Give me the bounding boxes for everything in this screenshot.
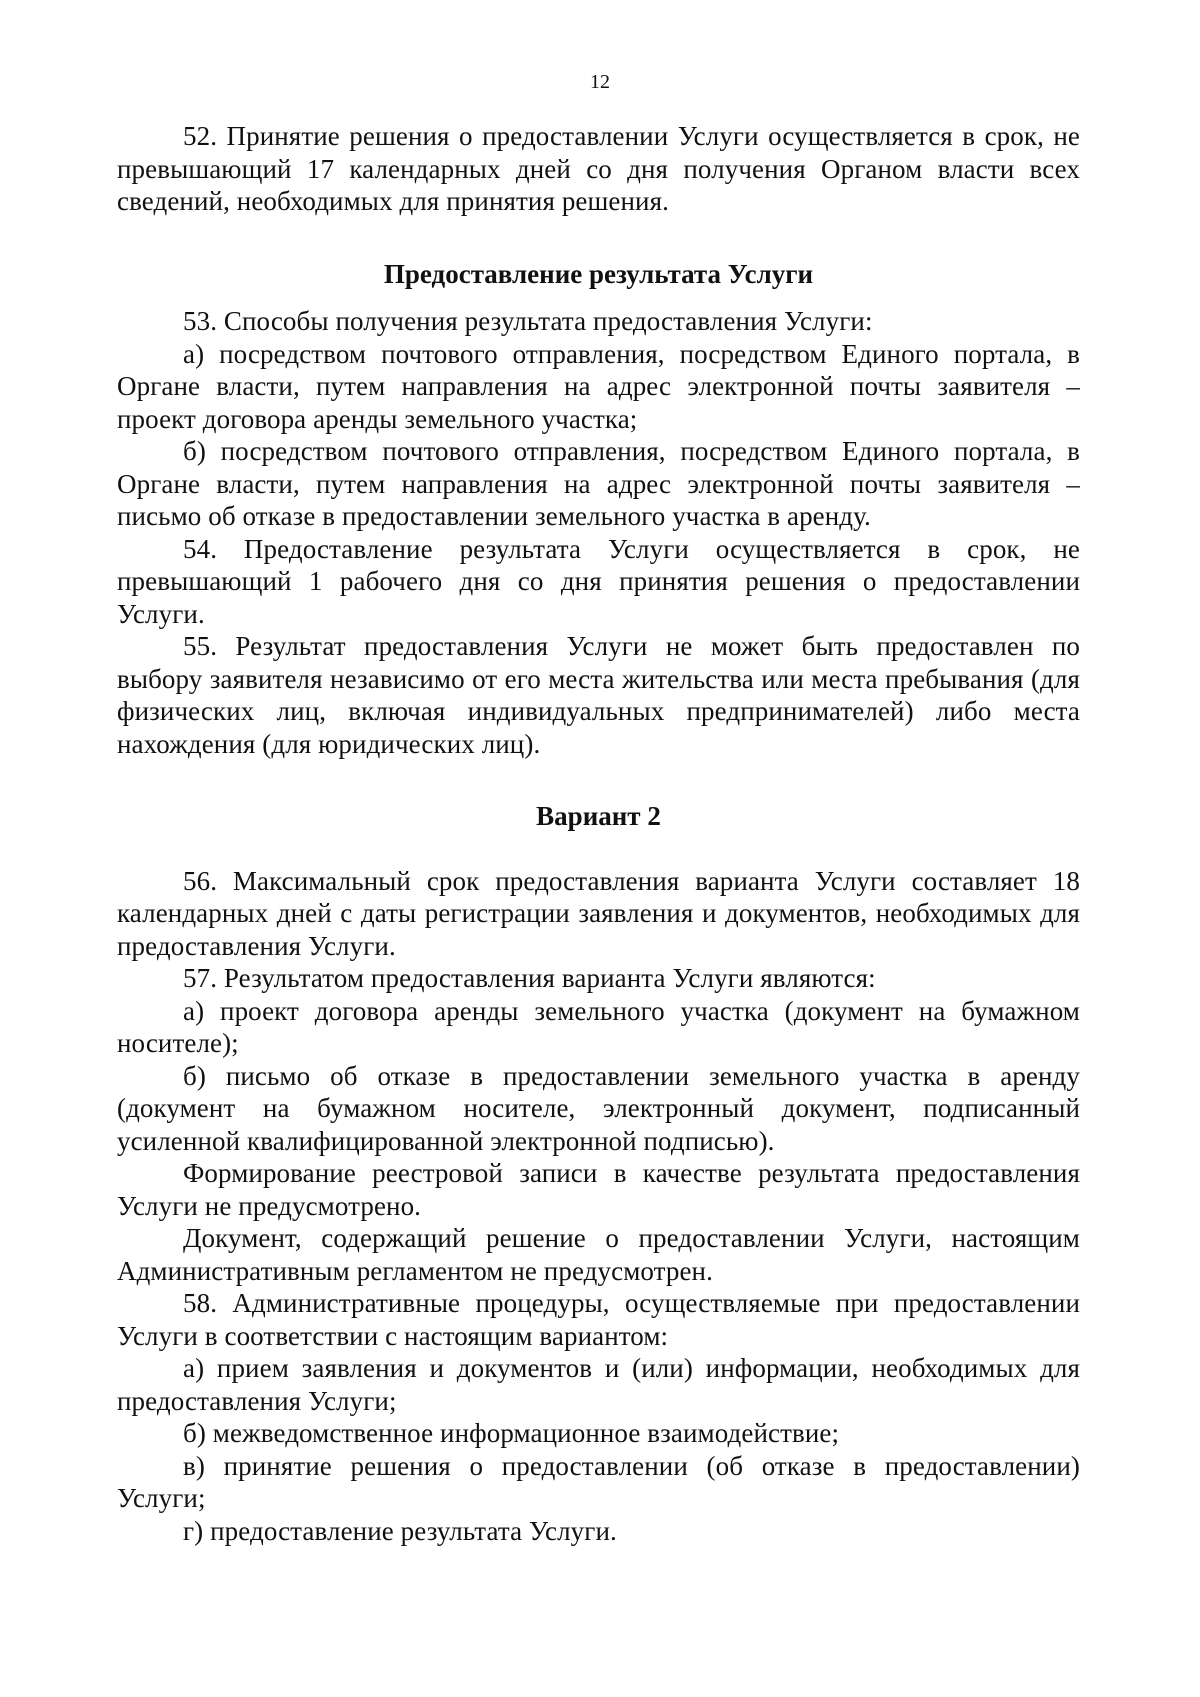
section-heading-result: Предоставление результата Услуги — [383, 258, 814, 289]
paragraph-58a: а) прием заявления и документов и (или) информации, необходимых для предоставления Услуги; — [117, 1353, 1080, 1416]
paragraph-58: 58. Административные процедуры, осуществляемые при предоставлении Услуги в соответствии с настоящим вариантом: — [117, 1288, 1080, 1351]
paragraph-58b: б) межведомственное информационное взаимодействие; — [183, 1418, 840, 1448]
paragraph-53b: б) посредством почтового отправления, посредством Единого портала, в Органе власти, путем направления на адрес электронной почты заявителя – письмо об отказе в предоставлении земельного участка в аренду. — [117, 436, 1080, 531]
paragraph-58d: г) предоставление результата Услуги. — [183, 1515, 617, 1546]
paragraph-56: 56. Максимальный срок предоставления варианта Услуги составляет 18 календарных дней с даты регистрации заявления и документов, необходимых для предоставления Услуги. — [117, 865, 1080, 961]
paragraph-57c: Формирование реестровой записи в качестве результата предоставления Услуги не предусмотрено. — [117, 1158, 1080, 1221]
paragraph-58c: в) принятие решения о предоставлении (об отказе в предоставлении) Услуги; — [117, 1450, 1080, 1513]
paragraph-57: 57. Результатом предоставления варианта Услуги являются: — [183, 963, 876, 993]
paragraph-55: 55. Результат предоставления Услуги не может быть предоставлен по выбору заявителя независимо от его места жительства или места пребывания (для физических лиц, включая индивидуальных предпринимателей) либо места нахождения (для юридических лиц). — [117, 631, 1080, 759]
paragraph-53a: а) посредством почтового отправления, посредством Единого портала, в Органе власти, путем направления на адрес электронной почты заявителя – проект договора аренды земельного участка; — [117, 338, 1080, 434]
paragraph-53: 53. Способы получения результата предоставления Услуги: — [183, 306, 873, 336]
page-number: 12 — [590, 71, 610, 93]
document-body — [117, 120, 1080, 1547]
paragraph-57d: Документ, содержащий решение о предоставлении Услуги, настоящим Административным регламентом не предусмотрен. — [117, 1223, 1080, 1286]
paragraph-57a: а) проект договора аренды земельного участка (документ на бумажном носителе); — [117, 995, 1080, 1058]
paragraph-57b: б) письмо об отказе в предоставлении земельного участка в аренду (документ на бумажном носителе, электронный документ, подписанный усиленной квалифицированной электронной подписью). — [117, 1060, 1080, 1156]
section-heading-variant-2: Вариант 2 — [536, 801, 661, 831]
paragraph-52: 52. Принятие решения о предоставлении Услуги осуществляется в срок, не превышающий 17 календарных дней со дня получения Органом власти всех сведений, необходимых для принятия решения. — [117, 121, 1080, 216]
paragraph-54: 54. Предоставление результата Услуги осуществляется в срок, не превышающий 1 рабочего дня со дня принятия решения о предоставлении Услуги. — [117, 533, 1080, 629]
